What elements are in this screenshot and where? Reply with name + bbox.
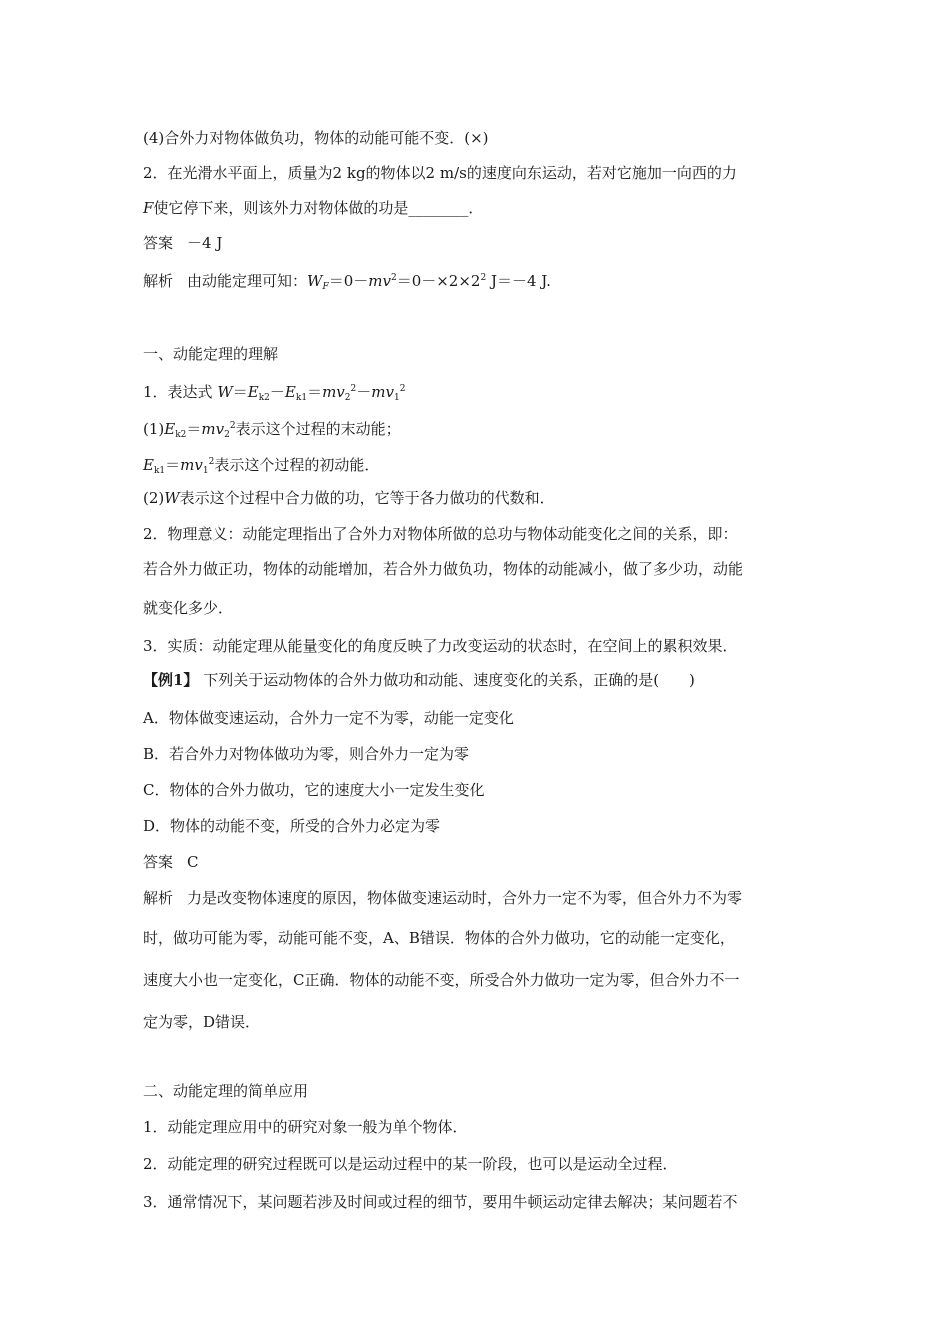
text-line [143,598,233,618]
example-question [143,670,695,690]
text: (1) [143,420,165,438]
subscript: k2 [258,393,270,403]
answer-value: －4 J [187,234,223,252]
text: ＝ [307,383,323,401]
superscript: 2 [229,421,236,431]
answer-label: 答案 [143,234,174,252]
analysis-label: 解析 [143,272,174,290]
text-line [143,636,738,656]
section-title [143,344,278,364]
superscript: 2 [399,384,406,394]
answer-line [143,852,199,872]
option-a [143,708,514,728]
text-line [143,1192,738,1212]
option-b [143,744,469,764]
var-mv: mv [180,456,203,474]
subscript: 1 [393,393,400,403]
var-mv: mv [201,420,225,438]
text: 3．实质：动能定理从能量变化的角度反映了力改变运动的状态时，在空间上的累积效果． [143,637,738,655]
var-w: W [307,272,323,290]
answer-line [143,233,222,253]
superscript: 2 [390,273,397,283]
text-line [143,1117,468,1137]
text: － [356,383,372,401]
text: 1．动能定理应用中的研究对象一般为单个物体． [143,1118,468,1136]
var-e: E [284,383,296,401]
text: J＝－4 J. [486,272,551,290]
text: D．物体的动能不变，所受的合外力必定为零 [143,817,441,835]
section-title [143,1081,308,1101]
text-line [143,416,401,445]
text: 3．通常情况下，某问题若涉及时间或过程的细节，要用牛顿运动定律去解决；某问题若不 [143,1193,738,1211]
var-mv: mv [322,383,345,401]
subscript: 2 [224,430,230,440]
var-f: F [143,199,154,217]
text: 下列关于运动物体的合外力做功和动能、速度变化的关系，正确的是( ) [198,671,695,689]
text-line [143,488,555,508]
subscript: k1 [153,466,166,476]
text: 使它停下来，则该外力对物体做的功是________． [153,199,484,217]
text: 定为零，D错误． [143,1013,261,1031]
analysis-line [143,268,551,297]
text-line [143,198,483,218]
superscript: 2 [208,457,215,467]
text: (4)合外力对物体做负功，物体的动能可能不变．(×) [143,129,489,147]
text: C．物体的合外力做功，它的速度大小一定发生变化 [143,781,485,799]
var-e: E [247,383,259,401]
text: 2．动能定理的研究过程既可以是运动过程中的某一阶段，也可以是运动全过程． [143,1155,678,1173]
var-w: W [217,383,233,401]
text: ＝0－ [328,272,369,290]
option-d [143,816,440,836]
formula-line [143,379,405,408]
superscript: 2 [480,273,487,283]
var-e: E [143,456,154,474]
text-line [143,559,743,579]
subscript: 2 [344,393,351,403]
text-line [143,970,739,990]
text: 1．表达式 [143,383,218,401]
var-mv: mv [368,272,391,290]
text: 二、动能定理的简单应用 [143,1082,309,1100]
text: ＝ [165,456,181,474]
text-line [143,524,738,544]
text: B．若合外力对物体做功为零，则合外力一定为零 [143,745,470,763]
text: A．物体做变速运动，合外力一定不为零，动能一定变化 [143,709,514,727]
subscript: 1 [202,466,209,476]
text: － [269,383,285,401]
answer-label: 答案 [143,853,174,871]
text: 表示这个过程的初动能． [214,456,380,474]
text: 力是改变物体速度的原因，物体做变速运动时，合外力一定不为零，但合外力不为零 [187,889,743,907]
subscript: k1 [295,393,308,403]
text-line [143,163,737,183]
var-e: E [164,420,176,438]
text-line [143,452,379,481]
text-line [143,1154,678,1174]
answer-value: C [187,853,199,871]
var-w: W [164,489,180,507]
subscript: F [322,282,329,292]
text: 速度大小也一定变化，C正确．物体的动能不变，所受合外力做功一定为零，但合外力不一 [143,971,740,989]
text: 表示这个过程中合力做的功，它等于各力做功的代数和． [179,489,555,507]
text: 就变化多少． [143,599,234,617]
text: ＝0－×2×2 [396,272,481,290]
analysis-label: 解析 [143,889,174,907]
text: 表示这个过程的末动能； [235,420,401,438]
text: ＝ [232,383,248,401]
text: 若合外力做正功，物体的动能增加，若合外力做负功，物体的动能减小，做了多少功，动能 [143,560,744,578]
text: 一、动能定理的理解 [143,345,279,363]
subscript: k2 [175,430,187,440]
analysis-line [143,888,742,908]
text: 时，做功可能为零，动能可能不变，A、B错误．物体的合外力做功，它的动能一定变化， [143,929,735,947]
text: (2) [143,489,165,507]
text-line [143,928,735,948]
text-line [143,1012,260,1032]
example-label: 【例1】 [143,671,199,689]
var-mv: mv [371,383,394,401]
text: ＝ [186,420,202,438]
text: 2．物理意义：动能定理指出了合外力对物体所做的总功与物体动能变化之间的关系，即： [143,525,738,543]
superscript: 2 [350,384,357,394]
text: 2．在光滑水平面上，质量为2 kg的物体以2 m/s的速度向东运动，若对它施加一向西的力 [143,164,737,182]
option-c [143,780,484,800]
text-line [143,128,489,148]
text: 由动能定理可知： [187,272,308,290]
